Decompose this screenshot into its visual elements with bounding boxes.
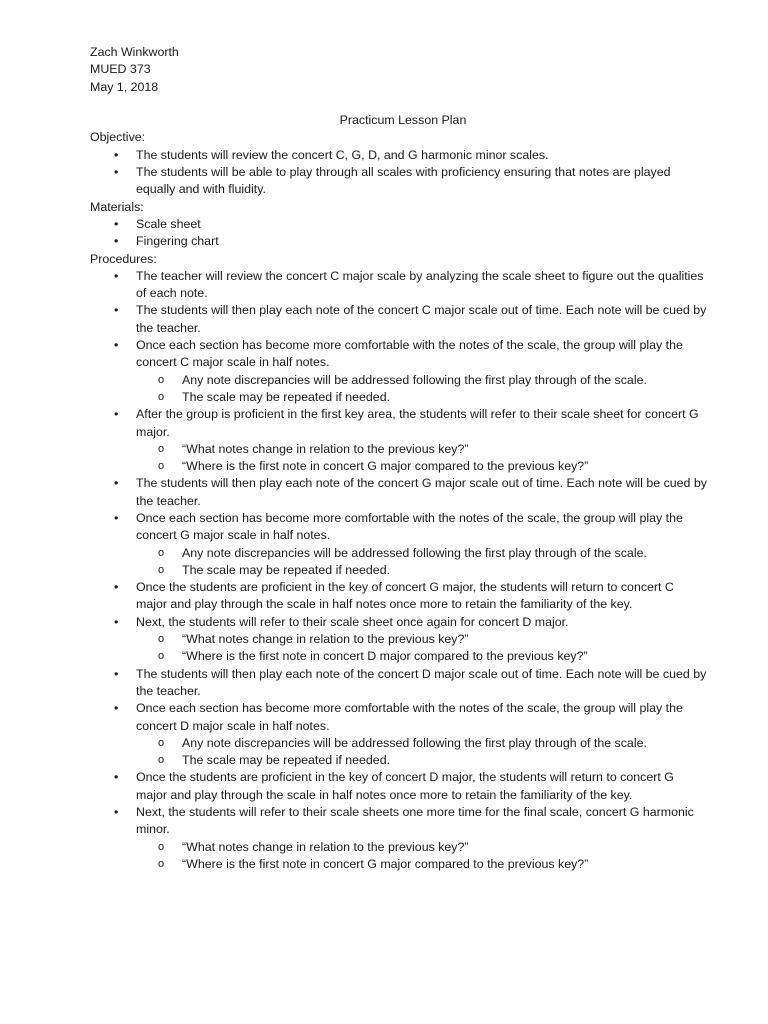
procedure-sub-list — [136, 545, 708, 580]
list-item-text: The students will then play each note of the concert G major scale out of time. Each note will be cued by the teacher. — [136, 476, 707, 508]
bullet-marker: • — [114, 147, 119, 162]
materials-section — [90, 199, 708, 251]
list-item-text: Once the students are proficient in the key of concert D major, the students will return to concert G major and play through the scale in half notes once more to retain the familiarity of the key. — [136, 770, 674, 802]
sub-bullet-marker: o — [158, 633, 165, 646]
material-item — [90, 233, 708, 250]
sub-list-item — [136, 631, 708, 648]
procedures-heading: Procedures: — [90, 251, 157, 266]
sub-bullet-marker: o — [158, 650, 165, 663]
sub-list-item-text: Any note discrepancies will be addressed following the first play through of the scale. — [182, 372, 647, 387]
sub-list-item-text: Any note discrepancies will be addressed following the first play through of the scale. — [182, 735, 647, 750]
sub-list-item — [136, 389, 708, 406]
objective-list — [90, 147, 708, 199]
sub-bullet-marker: o — [158, 857, 165, 870]
procedure-item — [90, 769, 708, 804]
list-item-text: Next, the students will refer to their scale sheets one more time for the final scale, concert G harmonic minor. — [136, 805, 694, 837]
objective-item — [90, 147, 708, 164]
course-code: MUED 373 — [90, 62, 151, 77]
sub-bullet-marker: o — [158, 754, 165, 767]
procedure-item — [90, 579, 708, 614]
procedure-item — [90, 700, 708, 769]
bullet-marker: • — [114, 268, 119, 283]
sub-bullet-marker: o — [158, 563, 165, 576]
sub-list-item — [136, 458, 708, 475]
list-item-text: Once each section has become more comfortable with the notes of the scale, the group will play the concert D major scale in half notes. — [136, 701, 683, 733]
procedures-section — [90, 251, 708, 874]
procedure-item — [90, 406, 708, 475]
sub-list-item — [136, 372, 708, 389]
bullet-marker: • — [114, 407, 119, 422]
sub-list-item-text: The scale may be repeated if needed. — [182, 389, 391, 404]
sub-list-item — [136, 545, 708, 562]
bullet-marker: • — [114, 701, 119, 716]
procedure-sub-list — [136, 631, 708, 666]
materials-list — [90, 216, 708, 251]
sub-list-item — [136, 839, 708, 856]
sub-list-item-text: “Where is the first note in concert G major compared to the previous key?” — [182, 856, 589, 871]
bullet-marker: • — [114, 234, 119, 249]
sub-list-item-text: “What notes change in relation to the previous key?” — [182, 441, 469, 456]
procedure-item — [90, 804, 708, 873]
list-item-text: Scale sheet — [136, 216, 201, 231]
sub-list-item-text: “Where is the first note in concert G major compared to the previous key?” — [182, 459, 589, 474]
bullet-marker: • — [114, 580, 119, 595]
list-item-text: The students will then play each note of the concert C major scale out of time. Each note will be cued by the teacher. — [136, 303, 707, 335]
procedure-sub-list — [136, 839, 708, 874]
sub-bullet-marker: o — [158, 736, 165, 749]
procedure-item — [90, 268, 708, 303]
sub-bullet-marker: o — [158, 546, 165, 559]
page-title: Practicum Lesson Plan — [339, 113, 467, 128]
sub-list-item — [136, 735, 708, 752]
bullet-marker: • — [114, 216, 119, 231]
objective-heading: Objective: — [90, 130, 146, 145]
procedure-item — [90, 475, 708, 510]
objective-item — [90, 164, 708, 199]
list-item-text: Once the students are proficient in the key of concert G major, the students will return to concert C major and play through the scale in half notes once more to retain the familiarity of the key. — [136, 580, 674, 612]
bullet-marker: • — [114, 165, 119, 180]
list-item-text: Once each section has become more comfortable with the notes of the scale, the group will play the concert G major scale in half notes. — [136, 511, 683, 543]
sub-list-item — [136, 856, 708, 873]
sub-bullet-marker: o — [158, 442, 165, 455]
bullet-marker: • — [114, 614, 119, 629]
procedure-sub-list — [136, 441, 708, 476]
sub-list-item-text: “What notes change in relation to the previous key?” — [182, 839, 469, 854]
list-item-text: Once each section has become more comfortable with the notes of the scale, the group will play the concert C major scale in half notes. — [136, 338, 683, 370]
list-item-text: After the group is proficient in the first key area, the students will refer to their scale sheet for concert G major. — [136, 407, 699, 439]
list-item-text: The students will review the concert C, G, D, and G harmonic minor scales. — [136, 147, 549, 162]
sub-list-item-text: “Where is the first note in concert D major compared to the previous key?” — [182, 649, 588, 664]
sub-list-item — [136, 441, 708, 458]
procedure-item — [90, 666, 708, 701]
sub-list-item — [136, 752, 708, 769]
bullet-marker: • — [114, 511, 119, 525]
procedure-sub-list — [136, 372, 708, 407]
bullet-marker: • — [114, 338, 119, 353]
sub-bullet-marker: o — [158, 390, 165, 403]
bullet-marker: • — [114, 770, 119, 785]
document-date: May 1, 2018 — [90, 79, 159, 94]
author-block — [90, 44, 708, 96]
list-item-text: The students will be able to play through all scales with proficiency ensuring that notes are played equally and with fluidity. — [136, 165, 671, 197]
bullet-marker: • — [114, 303, 119, 318]
procedure-sub-list — [136, 735, 708, 770]
bullet-marker: • — [114, 476, 119, 491]
materials-heading: Materials: — [90, 199, 144, 214]
sub-list-item — [136, 648, 708, 665]
sub-list-item-text: The scale may be repeated if needed. — [182, 562, 391, 577]
sub-bullet-marker: o — [158, 373, 165, 386]
bullet-marker: • — [114, 666, 119, 681]
procedure-item — [90, 302, 708, 337]
procedures-list — [90, 268, 708, 873]
list-item-text: Fingering chart — [136, 234, 219, 249]
procedure-item — [90, 337, 708, 406]
list-item-text: The teacher will review the concert C major scale by analyzing the scale sheet to figure out the qualities of each note. — [136, 268, 704, 301]
sub-list-item — [136, 562, 708, 579]
sub-list-item-text: Any note discrepancies will be addressed following the first play through of the scale. — [182, 545, 647, 560]
list-item-text: Next, the students will refer to their scale sheet once again for concert D major. — [136, 614, 569, 629]
material-item — [90, 216, 708, 233]
sub-list-item-text: The scale may be repeated if needed. — [182, 753, 391, 768]
sub-list-item-text: “What notes change in relation to the previous key?” — [182, 632, 469, 647]
bullet-marker: • — [114, 805, 119, 820]
procedure-item — [90, 614, 708, 666]
author-name: Zach Winkworth — [90, 45, 179, 59]
objective-section — [90, 129, 708, 198]
list-item-text: The students will then play each note of the concert D major scale out of time. Each note will be cued by the teacher. — [136, 666, 707, 698]
sub-bullet-marker: o — [158, 460, 165, 473]
sub-bullet-marker: o — [158, 840, 165, 853]
procedure-item — [90, 510, 708, 579]
